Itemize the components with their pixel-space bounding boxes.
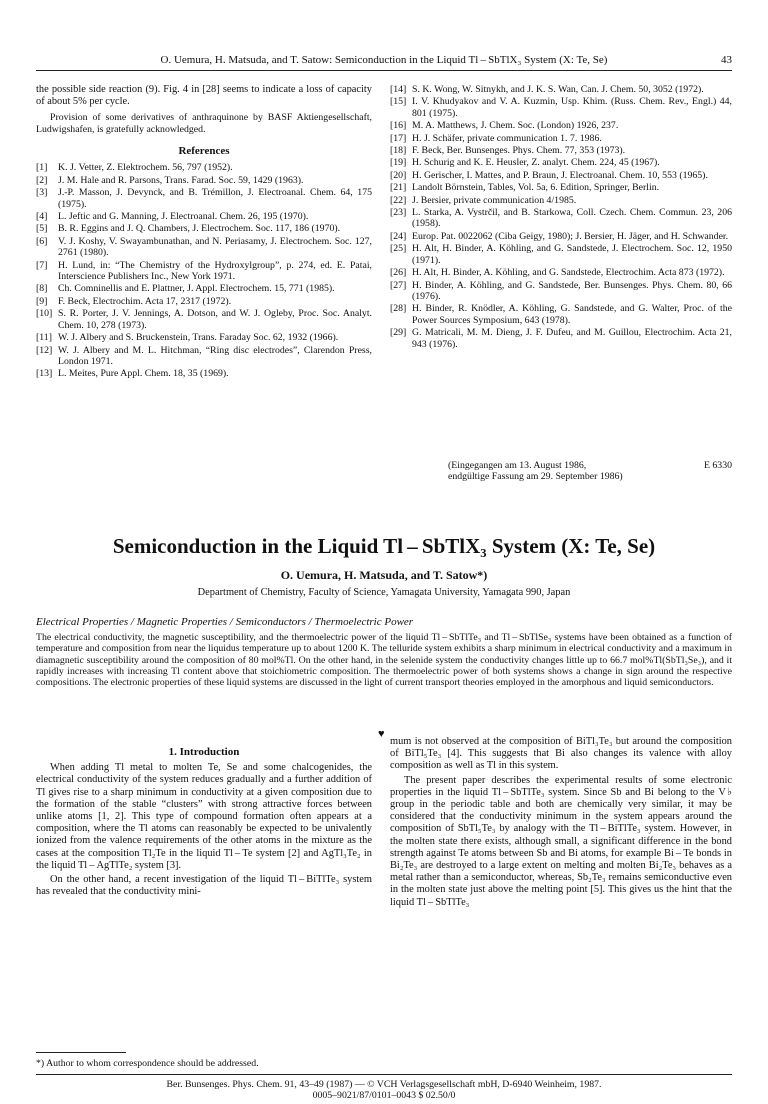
article-authors: O. Uemura, H. Matsuda, and T. Satow*) [280,568,488,582]
intro-paragraph-3: mum is not observed at the composition of BiTl₃Te₃ but around the composition of BiTl₅Te₃ [4]. This suggests that Bi also changes its valence with alloy composition as well as Tl in this system. [390,736,732,772]
reference-text: Europ. Pat. 0022062 (Ciba Geigy, 1980); J. Bersier, H. Jäger, and H. Schwander. [412,230,729,242]
reference-text: J. Bersier, private communication 4/1985. [412,194,577,206]
prev-article-tail-text: the possible side reaction (9). Fig. 4 in [28] seems to indicate a loss of capacity of about 5% per cycle. [36,84,372,108]
reference-text: I. V. Khudyakov and V. A. Kuzmin, Usp. Khim. (Russ. Chem. Rev., Engl.) 44, 801 (1975). [412,96,732,119]
page-number: 43 [721,54,732,66]
reference-number: [17] [390,132,407,144]
reference-item [36,162,372,173]
section-mark-icon: ♥ [378,728,385,740]
received-dates [448,460,732,483]
reference-text: H. J. Schäfer, private communication 1. 7. 1986. [412,132,602,144]
reference-text: B. R. Eggins and J. Q. Chambers, J. Electrochem. Soc. 117, 186 (1970). [58,223,341,235]
reference-number: [23] [390,207,407,219]
reference-number: [28] [390,303,407,315]
reference-item [390,327,732,350]
footer-rule [36,1074,732,1075]
reference-number: [1] [36,162,48,174]
article-title: Semiconduction in the Liquid Tl – SbTlX₃ System (X: Te, Se) [112,534,656,558]
reference-text: S. K. Wong, W. Sitnykh, and J. K. S. Wan, Can. J. Chem. 50, 3052 (1972). [412,84,704,95]
intro-paragraph-4: The present paper describes the experimental results of some electronic properties in the liquid Tl – SbTlTe₃ system. Since Sb and Bi belong to the V♭ group in the periodic table and both are chemically very similar, it may be considered that the conductivity minimum in the system appears around the composition of SbTl₅Te₃ by analogy with the Tl – BiTlTe₃ system. However, in the molten state there exists, although small, a significant difference in the bond strength against Te atoms between Sb and Bi atoms, for example Bi – Te bonds in Bi₂Te₃ are destroyed to a large extent on melting and molten Bi₂Te₃ behaves as a metal rather than a semiconductor, whereas, Sb₂Te₃ remains semiconductive even in the molten state just above the melting point [5]. This gives us the hint that the liquid Tl – SbTlTe₃ [390,774,732,908]
reference-text: G. Matricali, M. M. Dieng, J. F. Dufeu, and M. Guillou, Electrochim. Acta 21, 943 (1976). [412,327,732,350]
reference-text: H. Schurig and K. E. Heusler, Z. analyt. Chem. 224, 45 (1967). [412,157,660,169]
reference-number: [19] [390,157,407,169]
references-list-right [390,84,732,350]
reference-item [390,280,732,303]
reference-number: [4] [36,211,48,223]
manuscript-code: E 6330 [703,460,732,471]
reference-text: H. Alt, H. Binder, A. Köhling, and G. Sandstede, Electrochim. Acta 873 (1972). [412,267,725,279]
journal-issn-code: 0005–9021/87/0101–0043 $ 02.50/0 [312,1090,456,1102]
reference-item [390,133,732,144]
article-left-column [36,746,372,900]
reference-item [36,283,372,294]
reference-text: V. J. Koshy, V. Swayambunathan, and N. Periasamy, J. Electrochem. Soc. 127, 2761 (1980). [58,235,372,259]
reference-item [390,120,732,131]
reference-number: [18] [390,145,407,157]
author-footnote: *) Author to whom correspondence should be addressed. [36,1058,259,1069]
references-title: References [178,145,230,158]
reference-item [390,243,732,266]
reference-item [390,170,732,181]
reference-item [390,207,732,230]
reference-text: H. Lund, in: “The Chemistry of the Hydroxylgroup”, p. 274, ed. E. Patai, Interscience Publishers Inc., New York 1971. [58,259,372,283]
reference-number: [5] [36,223,48,235]
reference-number: [11] [36,332,52,344]
journal-citation: Ber. Bunsenges. Phys. Chem. 91, 43–49 (1987) — © VCH Verlagsgesellschaft mbH, D-6940 Weinheim, 1987. [166,1079,602,1090]
reference-item [36,175,372,186]
reference-text: W. J. Albery and S. Bruckenstein, Trans. Faraday Soc. 62, 1932 (1966). [58,332,339,344]
reference-item [36,345,372,368]
reference-item [390,84,732,95]
prev-article-left-column [36,84,372,381]
reference-item [390,303,732,326]
reference-number: [6] [36,235,48,247]
intro-paragraph-1: When adding Tl metal to molten Te, Se and some chalcogenides, the electrical conductivity of the system reduces gradually and a further addition of Tl gives rise to a sharp minimum in conductivity at a given composition due to the formation of the stable “clusters” with strong attractive forces between unlike atoms [1, 2]. This type of compound formation often appears at a composition, where the Tl atoms can reasonably be expected to be univalently ionized from the valence requirements of the other atoms in the mixture as the cases at the composition Tl₂Te in the liquid Tl – Te system [2] and AgTl₃Te₂ in the liquid Tl – AgTlTe₂ system [3]. [36,762,372,871]
reference-item [390,231,732,242]
reference-number: [9] [36,295,48,307]
reference-text: F. Beck, Electrochim. Acta 17, 2317 (1972). [58,295,232,307]
reference-number: [24] [390,230,407,242]
reference-number: [29] [390,327,407,339]
running-head-title: O. Uemura, H. Matsuda, and T. Satow: Semiconduction in the Liquid Tl – SbTlX₃ System (X: Te, Se) [160,54,608,66]
final-version-date: endgültige Fassung am 29. September 1986) [448,471,623,483]
reference-text: H. Binder, A. Köhling, and G. Sandstede, Ber. Bunsenges. Phys. Chem. 80, 66 (1976). [412,279,732,302]
article-keywords: Electrical Properties / Magnetic Properties / Semiconductors / Thermoelectric Power [36,616,414,628]
references-list-left [36,162,372,379]
reference-text: J. M. Hale and R. Parsons, Trans. Farad. Soc. 59, 1429 (1963). [58,174,304,186]
reference-item [390,182,732,193]
reference-text: H. Binder, R. Knödler, A. Köhling, G. Sandstede, and G. Walter, Proc. of the Power Sources Symposium, 643 (1978). [412,303,732,326]
reference-item [36,308,372,331]
reference-item [36,236,372,259]
reference-item [36,332,372,343]
reference-text: L. Jeftic and G. Manning, J. Electroanal. Chem. 26, 195 (1970). [58,211,309,223]
reference-text: H. Gerischer, I. Mattes, and P. Braun, J. Electroanal. Chem. 10, 553 (1965). [412,169,708,181]
journal-footer [36,1079,732,1102]
reference-text: L. Starka, A. Vystrčil, and B. Starkowa, Coll. Czech. Chem. Commun. 23, 206 (1958). [412,207,732,230]
acknowledgement: Provision of some derivatives of anthraquinone by BASF Aktiengesellschaft, Ludwigshafen, is gratefully acknowledged. [36,112,372,135]
reference-item [390,96,732,119]
article-right-column [390,736,732,911]
reference-number: [8] [36,283,48,295]
reference-text: M. A. Matthews, J. Chem. Soc. (London) 1926, 237. [412,120,619,132]
reference-number: [21] [390,182,407,194]
header-rule [36,70,732,71]
reference-number: [13] [36,368,53,380]
prev-article-right-column [390,84,732,351]
reference-number: [2] [36,174,48,186]
reference-text: J.-P. Masson, J. Devynck, and B. Trémillon, J. Electroanal. Chem. 64, 175 (1975). [58,187,372,210]
reference-text: F. Beck, Ber. Bunsenges. Phys. Chem. 77, 353 (1973). [412,145,626,157]
reference-item [36,187,372,210]
reference-number: [12] [36,344,53,356]
reference-item [390,157,732,168]
reference-number: [22] [390,194,407,206]
reference-number: [10] [36,308,53,320]
reference-number: [25] [390,243,407,255]
article-abstract: The electrical conductivity, the magnetic susceptibility, and the thermoelectric power of the liquid Tl – SbTlTe₃ and Tl – SbTlSe₃ systems have been obtained as a function of temperature and composition from near the liquidus temperature up to about 1200 K. The telluride system exhibits a sharp minimum in electrical conductivity and a maximum in diamagnetic susceptibility around the composition of 80 mol%Tl. On the other hand, in the selenide system the conductivity changes little up to 66.7 mol%Tl(SbTl₃Se₃), and it rapidly increases with increasing Tl content above that stoichiometric composition. The thermoelectric power of both systems shows a change in sign around the respective compositions. The electronic properties of these liquid systems are discussed in the light of current transport theories employed in the amorphous and liquid semiconductors. [36,632,732,689]
footnote-rule [36,1052,126,1053]
reference-text: K. J. Vetter, Z. Elektrochem. 56, 797 (1952). [58,162,233,174]
reference-item [390,145,732,156]
reference-number: [20] [390,169,407,181]
reference-number: [27] [390,279,407,291]
article-affiliation: Department of Chemistry, Faculty of Science, Yamagata University, Yamagata 990, Japan [197,587,571,598]
intro-section-title: 1. Introduction [168,746,240,758]
reference-item [36,368,372,379]
reference-number: [3] [36,187,48,199]
reference-text: L. Meites, Pure Appl. Chem. 18, 35 (1969). [58,368,229,380]
reference-item [390,267,732,278]
received-date: (Eingegangen am 13. August 1986, [448,460,587,471]
reference-number: [15] [390,96,407,108]
reference-number: [16] [390,120,407,132]
reference-text: H. Alt, H. Binder, A. Köhling, and G. Sandstede, J. Electrochem. Soc. 12, 1950 (1971). [412,243,732,266]
reference-item [36,296,372,307]
reference-text: W. J. Albery and M. L. Hitchman, “Ring disc electrodes”, Clarendon Press, London 1971. [58,344,372,367]
reference-text: S. R. Porter, J. V. Jennings, A. Dotson, and W. J. Ogleby, Proc. Soc. Analyt. Chem. 10, 278 (1973). [58,308,372,331]
reference-number: [14] [390,84,407,95]
intro-paragraph-2: On the other hand, a recent investigation of the liquid Tl – BiTlTe₃ system has revealed that the conductivity mini- [36,874,372,898]
reference-text: Landolt Börnstein, Tables, Vol. 5a, 6. Edition, Springer, Berlin. [412,182,660,194]
reference-number: [26] [390,267,407,279]
reference-item [36,211,372,222]
reference-item [36,260,372,283]
reference-text: Ch. Comninellis and E. Plattner, J. Appl. Electrochem. 15, 771 (1985). [58,283,335,295]
reference-number: [7] [36,259,48,271]
reference-item [36,223,372,234]
reference-item [390,195,732,206]
